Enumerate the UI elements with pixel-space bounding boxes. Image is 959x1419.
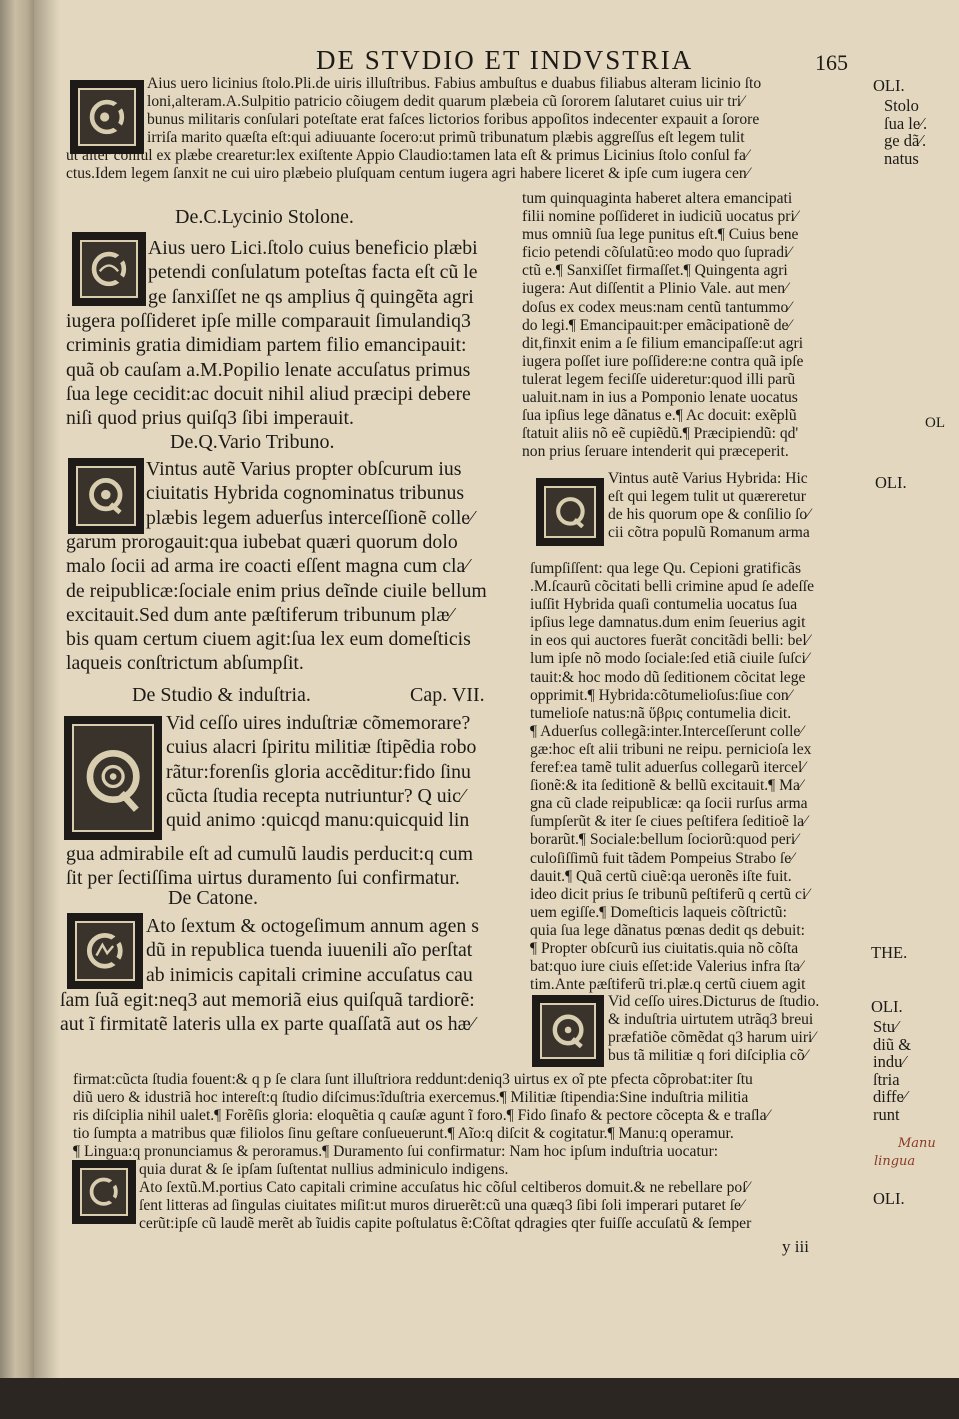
text-line: Aius uero Lici.ſtolo cuius beneficio plæbi — [148, 237, 478, 259]
main-text-catone — [60, 988, 475, 1037]
commentary-line: ideo dicit prius ſe tribunũ peſtiferũ q certũ ci⁄ — [530, 885, 809, 903]
text-line: plæbis legem aduerſus interceſſionẽ colle⁄ — [146, 506, 474, 529]
decorated-initial-c-icon — [67, 913, 143, 989]
handwritten-note: lingua — [874, 1154, 916, 1169]
text-line: quid animo :quicqd manu:quicquid lin — [166, 809, 470, 832]
commentary-line: tulerat legem feciſſe uideretur:quod illi parũ — [522, 370, 796, 388]
text-line: iugera poſſideret ipſe mille comparauit ſimulandiq3 — [66, 310, 471, 332]
top-commentary — [147, 75, 761, 147]
commentary-line: de his quorum ope & conſilio ſo⁄ — [608, 506, 810, 524]
commentary-line: bat:quo iure ciuis eſſet:ide Valerius infra ſta⁄ — [530, 958, 803, 976]
commentary-line: cii cõtra populũ Romanum arma — [608, 524, 810, 542]
text-line: bis quam certum ciuem agit:ſua lex eum domeſticis — [66, 628, 471, 651]
signature-mark: y iii — [782, 1237, 809, 1256]
commentary-line: uem egiſſe.¶ Domeſticis laqueis cõſtrictũ: — [530, 903, 787, 921]
scan-border — [0, 1378, 959, 1419]
margin-note-line: ſtria — [873, 1069, 900, 1089]
commentary-line: culoſiſſimũ fuit tãdem Pompeius Strabo ſe⁄ — [530, 849, 794, 867]
decorated-initial-q-icon — [536, 478, 604, 546]
handwritten-note: Manu — [898, 1136, 936, 1151]
folio-number: 165 — [815, 50, 848, 75]
commentary-line: & induſtria uirtutem utrãq3 breui — [608, 1011, 814, 1029]
commentary-line: firmat:cũcta ſtudia fouent:& q p ſe clara ſunt illuſtriora reddunt:deniq3 uirtus ex oĩ pte pfecta cõprobat:iter ſtu — [73, 1071, 753, 1088]
main-text-vario — [66, 530, 487, 676]
text-line: aut ĩ firmitatẽ lateris ulla ex parte quaſſatã aut os hæ⁄ — [60, 1013, 475, 1036]
commentary-line: tim.Ante pæſtiferũ tri.plæ.q certũ ciuem agit — [530, 976, 806, 994]
commentary-line: ¶ Propter obſcurũ ius ciuitatis.quia nõ cõſta — [530, 939, 799, 957]
text-line: quã ob cauſam a.M.Popilio lenate accuſatus primus — [66, 358, 471, 381]
text-line: dũ in republica tuenda iuuenili aĩo perſtat — [146, 939, 473, 962]
section-heading-vario: De.Q.Vario Tribuno. — [170, 431, 335, 453]
commentary-line: ualuit.nam in ius a Pomponio lenate uocatus — [522, 389, 798, 407]
commentary-line: in eos qui auctores fuerãt concitãdi belli: bel⁄ — [530, 632, 810, 650]
decorated-initial-c-icon — [72, 232, 146, 306]
text-line: ſit per ſectiſſima uirtus duramento ſui confirmatur. — [66, 867, 460, 890]
commentary-line: Aius uero licinius ſtolo.Pli.de uiris illuſtribus. Fabius ambuſtus e duabus filiabus alteram licinio ſto — [147, 75, 762, 92]
commentary-line: filii nomine poſſideret in iudiciũ uocatus pri⁄ — [522, 208, 798, 226]
left-page-edge — [0, 0, 34, 1419]
margin-note-line: ge dã⁄. — [884, 131, 927, 150]
commentary-line: ris diſciplia nihil ualet.¶ Forẽſis gloria: eloquẽtia q cauſæ agunt ĩ foro.¶ Fido ſinafo & pectore cõcepta & e traſla⁄ — [73, 1107, 770, 1124]
commentary-line: mus omniũ ſua lege punitus eſt.¶ Cuius bene — [522, 226, 799, 244]
margin-note-line: Stu⁄ — [873, 1017, 898, 1036]
decorated-initial-q-icon — [532, 995, 604, 1067]
commentary-line: bus tã militiæ q fori diſciplia cõ⁄ — [608, 1047, 808, 1065]
main-text-catone-indented — [146, 914, 479, 987]
commentary-line: ¶ Aduerſus collegã:inter.Interceſſerunt colle⁄ — [530, 722, 803, 740]
commentary-line: tauit:& hoc modo dũ ſeditionem cõcitat lege — [530, 668, 806, 686]
decorated-initial-q-icon — [64, 716, 162, 840]
commentary-line: gæ:hoc eſt alii tribuni ne reipu. pernicioſa lex — [530, 740, 812, 758]
commentary-line: dit,finxit enim a ſe filium emancipaſſe:ut agri — [522, 334, 804, 352]
commentary-line: bunus militaris conſulari poteſtate erat faſces lictorios foribus appoſitos indecenter expauit a ſorore — [147, 111, 760, 128]
margin-note-line: Stolo — [884, 96, 919, 115]
margin-note-studium — [873, 1018, 911, 1123]
margin-note-line: indu⁄ — [873, 1052, 906, 1071]
right-commentary-column — [522, 190, 803, 461]
text-line: gua admirabile eſt ad cumulũ laudis perducit:q cum — [66, 843, 474, 865]
text-line: ſam ſuã egit:neq3 aut memoriã eius quiſquã tardiorẽ: — [60, 989, 475, 1011]
gutter-shadow — [34, 0, 60, 1419]
commentary-line: quia ſua lege dãnatus pœnas dedit qs debuit: — [530, 921, 805, 939]
commentary-line: loni,alteram.A.Sulpitio patricio cõiugem dedit quarum plæbeia cũ ſororem ſalutaret cuius uir tri⁄ — [147, 93, 744, 110]
commentary-line: ſtatuit aliis nõ eẽ cupiẽdũ.¶ Præcipiendũ: qd' — [522, 425, 799, 443]
right-commentary-vario — [608, 470, 810, 542]
margin-note-line: diffe⁄ — [873, 1087, 907, 1106]
decorated-initial-c-icon — [72, 1160, 136, 1224]
commentary-line: .M.ſcaurũ cõcitati belli crimine apud ſe adeſſe — [530, 578, 815, 596]
margin-note-line: ſua le⁄. — [884, 113, 928, 133]
commentary-line: ctus.Idem legem ſanxit ne cui uiro plæbeio pluſquam centum iugera agri habere liceret & ipſe cum iugera cen⁄ — [66, 165, 750, 182]
main-text-studio — [66, 842, 473, 891]
chapter-heading: De Studio & induſtria. — [132, 684, 311, 706]
decorated-initial-c-icon — [70, 80, 144, 154]
commentary-line: Vintus autẽ Varius Hybrida: Hic — [608, 470, 808, 487]
text-line: garum prorogauit:qua iubebat quæri quorum dolo — [66, 531, 458, 553]
commentary-line: do legi.¶ Emancipauit:per emãcipationẽ de⁄ — [522, 316, 792, 334]
bottom-commentary — [73, 1071, 769, 1161]
commentary-line: lum ipſe nõ modo ſociale:ſed etiã ciuile ſuſci⁄ — [530, 650, 809, 668]
commentary-line: tio ſumpta a matribus quæ filiolos ſinu geſtare conſueuerunt.¶ Aĩo:q diſcit & cogitatur.¶ Manu:q operamur. — [73, 1125, 734, 1142]
margin-label-partial: OL — [925, 415, 945, 431]
commentary-line: non prius ſeruare intenderit qui præceperit. — [522, 443, 789, 461]
commentary-line: iuſſit Hybrida quaſi contumelia uocatus ſua — [530, 596, 798, 614]
bottom-commentary-catone — [139, 1161, 751, 1233]
commentary-line: Ato ſextũ.M.portius Cato capitali crimine accuſatus hic cõſul celtiberos domuit.& ne rebellare poſ⁄ — [139, 1179, 750, 1196]
section-heading-catone: De Catone. — [168, 887, 258, 909]
commentary-line: quia durat & ſe ipſam ſuſtentat nullius adminiculo indigens. — [139, 1161, 509, 1178]
commentary-line: cerũt:ipſe cũ laudẽ merẽt ab ĩuidis capite poſtulatus ẽ:Cõſtat qdragies qter fuiſſe accuſatũ & ſemper — [139, 1215, 752, 1232]
text-line: petendi conſulatum poteſtas facta eſt cũ le — [148, 261, 478, 284]
right-commentary-studio — [608, 993, 819, 1065]
text-line: niſi quod prius quiſq3 ſibi imperauit. — [66, 407, 354, 430]
commentary-line: feref:ea tamẽ tulit aduerſus collegarũ itercel⁄ — [530, 759, 805, 777]
text-line: rãtur:forenſis gloria accẽditur:fido ſinu — [166, 760, 471, 783]
text-line: Vintus autẽ Varius propter obſcurum ius — [146, 458, 462, 480]
decorated-initial-q-icon — [68, 458, 144, 534]
margin-label-the: THE. — [871, 943, 908, 962]
text-line: cuius alacri ſpiritu militiæ ſtipẽdia robo — [166, 736, 477, 759]
main-text-studio-indented — [166, 711, 476, 832]
margin-label-oli: OLI. — [871, 997, 903, 1016]
margin-note-stolo — [884, 97, 927, 167]
commentary-line: ſionẽ:& ita ſeditionẽ & bellũ excitauit.¶ Ma⁄ — [530, 777, 803, 795]
margin-label-oli: OLI. — [875, 473, 907, 492]
commentary-line: borarũt.¶ Sociale:bellum ſociorũ:quod peri⁄ — [530, 831, 798, 849]
main-text-stolone — [66, 309, 471, 430]
chapter-number: Cap. VII. — [410, 684, 485, 706]
text-line: de reipublicæ:ſociale enim prius deĩnde ciuile bellum — [66, 579, 487, 602]
text-line: criminis gratia dimidiam partem filio emancipauit: — [66, 334, 467, 357]
margin-note-line: runt — [873, 1104, 900, 1124]
text-line: Vid ceſſo uires induſtriæ cõmemorare? — [166, 712, 471, 734]
text-line: ab inimicis capitali crimine accuſatus cau — [146, 963, 473, 986]
top-commentary-continued — [66, 147, 749, 183]
commentary-line: ſumpſerũt & iter ſe ciues peſtifera ſeditioẽ la⁄ — [530, 813, 807, 831]
main-text-vario-indented — [146, 457, 473, 530]
text-line: ciuitatis Hybrida cognominatus tribunus — [146, 482, 465, 505]
text-line: ge ſanxiſſet ne qs amplius q̃ quingẽta agri — [148, 285, 474, 308]
commentary-line: ſumpſiſſent: qua lege Qu. Cepioni gratificãs — [530, 560, 802, 577]
text-line: Ato ſextum & octogeſimum annum agen s — [146, 915, 479, 937]
margin-note-line: diũ & — [873, 1034, 912, 1054]
commentary-line: ¶ Lingua:q pronunciamus & peroramus.¶ Duramento ſui confirmatur: Nam hoc ipſum induſtria uocatur: — [73, 1143, 719, 1160]
commentary-line: iugera poſſet iure poſſidere:ne contra quã ipſe — [522, 352, 804, 370]
commentary-line: diũ uero & idustriã hoc intereſt:q ſtudio diſcimus:ĩduſtria exercemus.¶ Militiæ ſtipendia:Sine induſtria militia — [73, 1089, 749, 1106]
commentary-line: ſent litteras ad ſingulas ciuitates miſit:ut muros diruerẽt:cũ una quæq3 ſibi ſoli imperari putaret ſe⁄ — [139, 1197, 744, 1214]
commentary-line: Vid ceſſo uires.Dicturus de ſtudio. — [608, 993, 820, 1010]
commentary-line: tum quinquaginta haberet altera emancipati — [522, 190, 793, 207]
commentary-line: opprimit.¶ Hybrida:cõtumelioſus:ſiue con⁄ — [530, 686, 792, 704]
text-line: laqueis conſtrictum abſumpſit. — [66, 652, 304, 675]
text-line: malo ſocii ad arma ire coacti eſſent magna cum cla⁄ — [66, 555, 469, 578]
commentary-line: ctũ e.¶ Sanxiſſet firmaſſet.¶ Quingenta agri — [522, 262, 788, 280]
commentary-line: præfatiõe cõmẽdat q3 harum uiri⁄ — [608, 1029, 815, 1047]
commentary-line: tumelioſe natus:nã ὕβρις contumelia dicit. — [530, 704, 792, 722]
commentary-line: ipſius lege damnatus.dum enim ſeuerius agit — [530, 614, 806, 632]
main-text-stolone-indented — [148, 236, 478, 309]
commentary-line: irriſa marito quæſta eſt:qui adiuuante ſocero:ut primũ tribunatum plæbis aggreſſus eſt legem tulit — [147, 129, 745, 146]
commentary-line: iugera: Aut diſſentit a Plinio Vale. aut men⁄ — [522, 280, 788, 298]
margin-note-line: natus — [884, 148, 919, 168]
right-commentary-continued — [530, 560, 814, 994]
section-heading-stolone: De.C.Lycinio Stolone. — [175, 206, 354, 228]
text-line: ſua lege cecidit:ac docuit nihil aliud præcipi debere — [66, 382, 471, 405]
commentary-line: dauit.¶ Quã certũ ciuẽ:qa ueronẽs iſte fuit. — [530, 867, 792, 885]
margin-label-oli: OLI. — [873, 1189, 905, 1208]
commentary-line: doſus ex codex meus:nam centũ tantummo⁄ — [522, 298, 791, 316]
commentary-line: ficio petendi cõſulatũ:eo modo quo ſupradi⁄ — [522, 244, 791, 262]
commentary-line: eſt qui legem tulit ut quæreretur — [608, 488, 806, 506]
text-line: cũcta ſtudia recepta nutriuntur? Q uic⁄ — [166, 784, 465, 807]
text-line: excitauit.Sed dum ante pæſtiferum tribunum plæ⁄ — [66, 603, 453, 626]
margin-label-oli: OLI. — [873, 76, 905, 95]
commentary-line: ſua ipſius lege dãnatus e.¶ Ac docuit: exẽplũ — [522, 407, 797, 425]
running-head: DE STVDIO ET INDVSTRIA — [316, 45, 694, 75]
commentary-line: gna cũ clade reipublicæ: qa ſocii rurſus arma — [530, 795, 808, 813]
commentary-line: ut alter conſul ex plæbe crearetur:lex exiſtente Appio Claudio:tamen lata eſt & primus Licinius ſtolo conſul fa⁄ — [66, 147, 749, 164]
